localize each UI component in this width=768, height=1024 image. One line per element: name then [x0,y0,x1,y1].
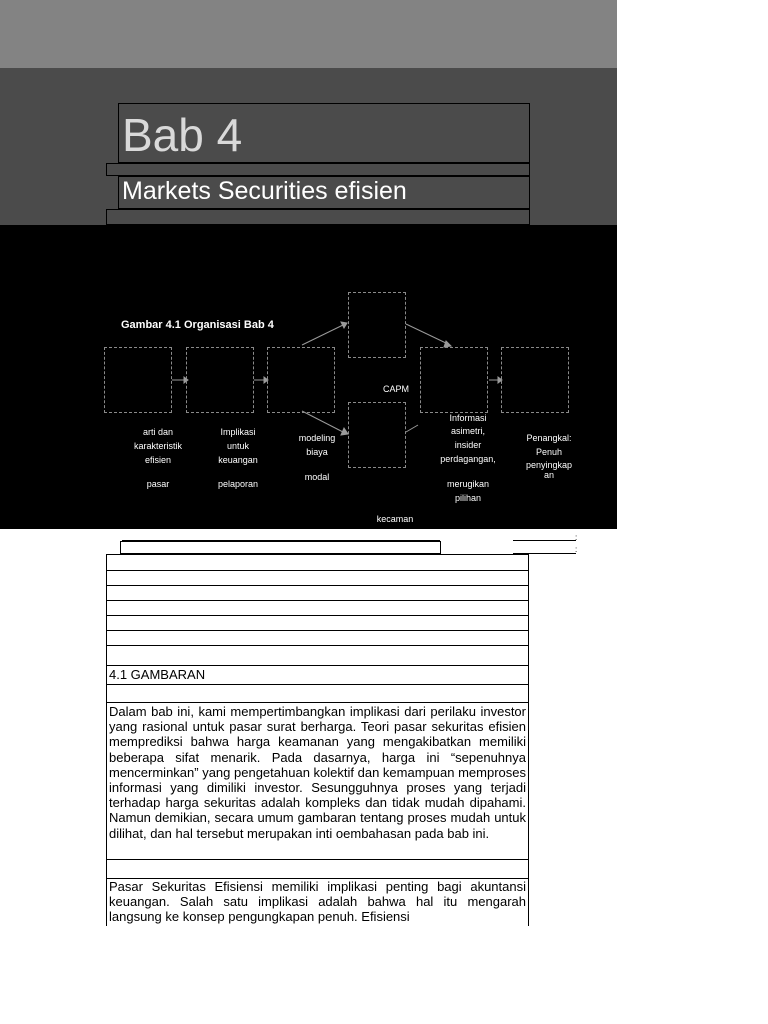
empty-row-6 [106,630,529,646]
empty-row-3 [106,585,529,601]
node3-label-line2: biaya [306,447,328,457]
empty-row-8 [106,684,529,703]
arrow-3-4 [302,325,343,345]
node1-label-line4: pasar [146,479,170,489]
diagram-node-4 [348,292,406,358]
paragraph-1: Dalam bab ini, kami mempertimbangkan implikasi dari perilaku investor yang rasional untuk pasar surat berharga. Teori pasar sekuritas efisien memprediksi bahwa harga keamanan yang mengakibatkan memiliki beberapa sifat menarik. Pada dasarnya, harga ini “sepenuhnya mencerminkan” yang pengetahuan kolektif dan kemampuan memproses informasi yang dimiliki investor. Sesungguhnya proses yang terjadi terhadap harga sekuritas adalah kompleks dan tidak mudah dipahami. Namun demikian, secara umum gambaran tentang proses mudah untuk dilihat, dan hal tersebut merupakan inti oembahasan pada bab ini. [109,704,526,841]
chapter-subtitle: Markets Securities efisien [122,177,407,205]
corner-mark-1: : [575,533,578,542]
figure-caption: Gambar 4.1 Organisasi Bab 4 [121,319,274,331]
arrow-3-5 [302,411,343,432]
section-heading: 4.1 GAMBARAN [109,667,206,682]
node1-label-line3: efisien [144,455,171,465]
title-rule-1 [106,163,530,176]
node6-label-line5: merugikan [446,479,490,489]
rule-right-1 [513,540,576,541]
rule-box [120,541,441,554]
diagram-node-6 [420,347,488,413]
node3-label-line3: modal [304,472,330,482]
empty-row-2 [106,570,529,586]
node6-label-line3: insider [454,440,482,450]
node2-label-line2: untuk [226,441,250,451]
node6-label-line6: pilihan [454,493,482,503]
node7-label-line4: an [543,470,554,480]
empty-row-4 [106,600,529,616]
node6-label-line4: perdagangan, [440,454,496,464]
corner-mark-2: : [575,545,578,554]
node2-label-line3: keuangan [218,455,258,465]
diagram-node-2 [186,347,254,413]
node6-label-line2: asimetri, [450,426,485,436]
arrow-5-6 [406,425,418,432]
node2-label-line4: pelaporan [217,479,259,489]
arrow-4-6 [406,324,448,344]
node7-label-line2: Penuh [535,447,563,457]
paragraph-2: Pasar Sekuritas Efisiensi memiliki implikasi penting bagi akuntansi keuangan. Salah satu implikasi adalah bahwa hal itu mengarah langsung ke konsep pengungkapan penuh. Efisiensi [109,879,526,925]
node1-label-line1: arti dan [142,427,174,437]
empty-row-5 [106,615,529,631]
node7-label-line1: Penangkal: [526,433,572,443]
empty-row-7 [106,645,529,666]
node7-label-line3: penyingkap [525,460,573,470]
diagram-node-3 [267,347,335,413]
node3-label-line1: modeling [298,433,336,443]
diagram-node-1 [104,347,172,413]
capm-label: CAPM [382,384,409,394]
header-band-light [0,0,617,68]
kecaman-label: kecaman [376,514,414,524]
diagram-node-7 [501,347,569,413]
node2-label-line1: Implikasi [220,427,256,437]
empty-row-1 [106,554,529,571]
node1-label-line2: karakteristik [133,441,182,451]
node6-label-line1: Informasi [449,413,487,423]
chapter-title: Bab 4 [122,109,243,161]
empty-row-9 [106,859,529,879]
title-rule-2 [106,209,530,225]
